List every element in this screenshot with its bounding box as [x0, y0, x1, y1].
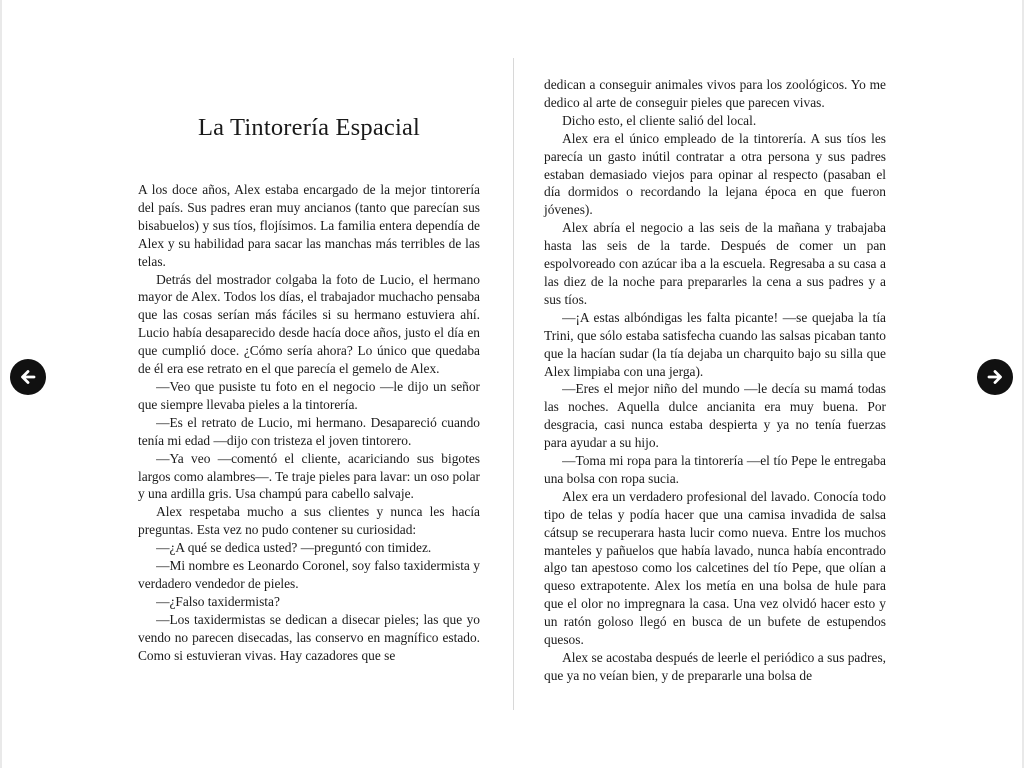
paragraph: —Eres el mejor niño del mundo —le decía su mamá todas las noches. Aquella dulce ancianita era muy buena. Por desgracia, casi nunca estaba despierta y ya no tenía fuerzas para ayudar a su hijo.: [544, 381, 886, 451]
paragraph: Alex respetaba mucho a sus clientes y nunca les hacía preguntas. Esta vez no pudo contener su curiosidad:: [138, 504, 480, 538]
paragraph: —Ya veo —comentó el cliente, acariciando sus bigotes largos como alambres—. Te traje pieles para lavar: un oso polar y una ardilla gris. Usa champú para cabello salvaje.: [138, 450, 480, 502]
paragraph: —Mi nombre es Leonardo Coronel, soy falso taxidermista y verdadero vendedor de pieles.: [138, 558, 480, 591]
left-page: [138, 0, 480, 664]
previous-page-button[interactable]: [10, 359, 46, 395]
page-gutter: [513, 58, 514, 710]
right-page: [544, 76, 886, 685]
paragraph: A los doce años, Alex estaba encargado de la mejor tintorería del país. Sus padres eran muy ancianos (tanto que parecían sus bisabuelos) y sus tíos, flojísimos. La familia entera dependía de Alex y su habilidad para sacar las manchas más terribles de las telas.: [138, 182, 480, 269]
paragraph: Alex abría el negocio a las seis de la mañana y trabajaba hasta las seis de la tarde. Después de comer un pan espolvoreado con azúcar iba a la escuela. Regresaba a su casa a las diez de la noche para prepararles la cena a sus padres y a sus tíos.: [544, 220, 886, 307]
paragraph-continuation: dedican a conseguir animales vivos para los zoológicos. Yo me dedico al arte de conseguir pieles que parecen vivas.: [544, 77, 886, 110]
paragraph: —Los taxidermistas se dedican a disecar pieles; las que yo vendo no parecen disecadas, las conservo en magnífico estado. Como si estuvieran vivas. Hay cazadores que se: [138, 611, 480, 663]
paragraph: Alex era el único empleado de la tintorería. A sus tíos les parecía un gasto inútil contratar a otra persona y sus padres estaban demasiado viejos para opinar al respecto (pasaban el día dormidos o recordando la lejana época en que fueron jóvenes).: [544, 130, 886, 218]
paragraph: —Es el retrato de Lucio, mi hermano. Desapareció cuando tenía mi edad —dijo con tristeza el joven tintorero.: [138, 414, 480, 448]
paragraph: Detrás del mostrador colgaba la foto de Lucio, el hermano mayor de Alex. Todos los días, el trabajador muchacho pensaba que las cosas serían más fáciles si su hermano estuviera ahí. Lucio había desaparecido desde hacía doce años, justo el día en que cumplió doce. ¿Cómo sería ahora? Lo único que quedaba de él era ese retrato en el que parecía el gemelo de Alex.: [138, 271, 480, 377]
arrow-right-icon: [985, 367, 1005, 387]
paragraph: Alex era un verdadero profesional del lavado. Conocía todo tipo de telas y podía hacer que una camisa invadida de salsa cátsup se recuperara hasta lucir como nueva. Entre los muchos manteles y pañuelos que había lavado, nunca había encontrado algo tan apestoso como los calcetines del tío Pepe, que olían a queso extrapotente. Alex los metía en una bolsa de hule para que el olor no impregnara la casa. Una vez olvidó hacer esto y un ratón goloso llegó en busca de un bufete de estupendos quesos.: [544, 488, 886, 648]
next-page-button[interactable]: [977, 359, 1013, 395]
paragraph: —¿A qué se dedica usted? —preguntó con timidez.: [156, 540, 432, 556]
paragraph: —Veo que pusiste tu foto en el negocio —le dijo un señor que siempre llevaba pieles a la tintorería.: [138, 378, 480, 412]
paragraph: Dicho esto, el cliente salió del local.: [562, 112, 757, 128]
paragraph: —¡A estas albóndigas les falta picante! —se quejaba la tía Trini, que sólo estaba satisfecha cuando las salsas picaban tanto que la hacían sudar (la tía dejaba un charquito bajo su silla que Alex limpiaba con una jerga).: [544, 309, 886, 379]
arrow-left-icon: [18, 367, 38, 387]
paragraph: Alex se acostaba después de leerle el periódico a sus padres, que ya no veían bien, y de prepararle una bolsa de: [544, 650, 886, 683]
chapter-title: La Tintorería Espacial: [197, 114, 421, 141]
paragraph: —Toma mi ropa para la tintorería —el tío Pepe le entregaba una bolsa con ropa sucia.: [544, 453, 886, 486]
book-spread: [2, 0, 1022, 768]
paragraph: —¿Falso taxidermista?: [156, 593, 280, 609]
